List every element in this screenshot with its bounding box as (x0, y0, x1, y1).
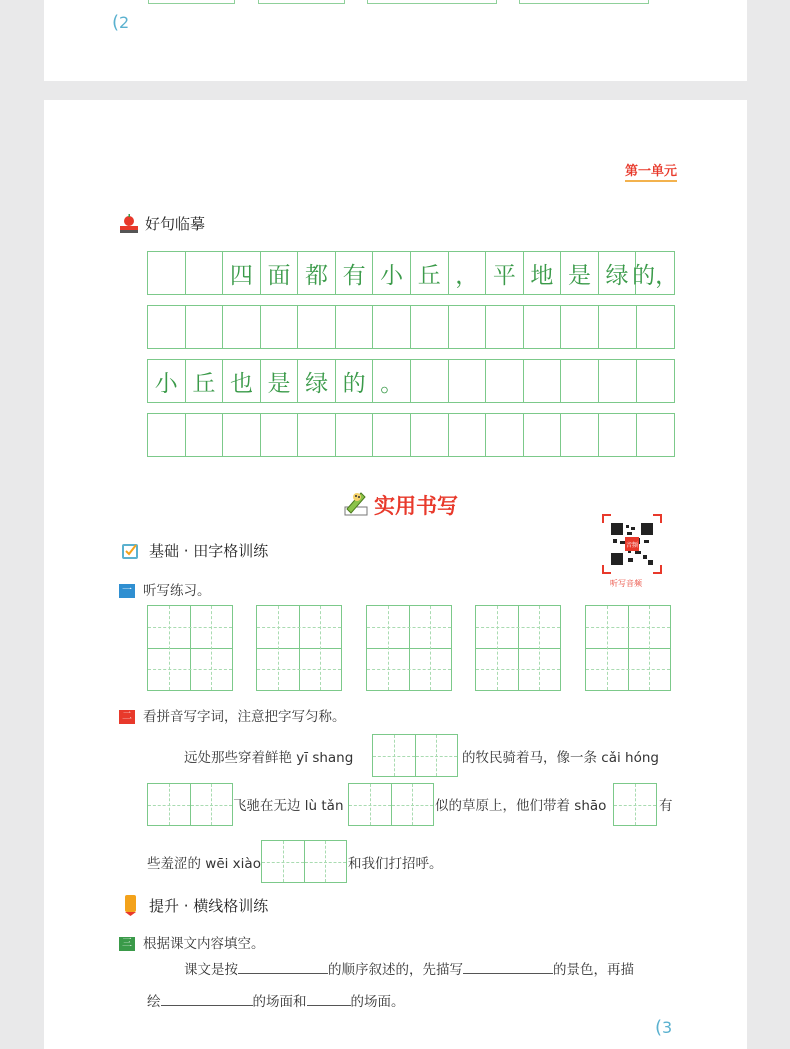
blank-line[interactable] (238, 959, 328, 974)
fill-line-2: 绘 的场面和 的场面。 (147, 990, 405, 1010)
pinyin-text: 和我们打招呼。 (348, 856, 443, 872)
grid-cell[interactable] (411, 414, 449, 456)
grid-cell[interactable]: 的 (336, 360, 374, 402)
previous-page (44, 0, 747, 81)
grid-cell[interactable]: 也 (223, 360, 261, 402)
grid-cell[interactable] (637, 414, 675, 456)
question-text: 根据课文内容填空。 (143, 936, 265, 952)
grid-cell[interactable] (561, 360, 599, 402)
pinyin-text: 似的草原上，他们带着 shāo (435, 798, 607, 814)
good-sentence-heading (119, 212, 205, 234)
grid-cell[interactable]: 都 (298, 252, 336, 294)
tianzige-box (367, 0, 497, 4)
answer-grid[interactable] (372, 734, 458, 777)
question-2 (119, 705, 346, 725)
blank-line[interactable] (307, 991, 351, 1006)
tianzige-box[interactable] (475, 605, 561, 691)
advanced-heading (119, 893, 268, 917)
pinyin-text: 远处那些穿着鲜艳 yī shang (184, 750, 354, 766)
grid-cell[interactable] (336, 414, 374, 456)
tianzige-box[interactable] (366, 605, 452, 691)
pinyin-text: 的牧民骑着马，像一条 cǎi hóng (462, 750, 659, 766)
grid-cell[interactable] (524, 306, 562, 348)
grid-cell[interactable] (186, 414, 224, 456)
grid-cell[interactable]: ， (449, 252, 487, 294)
pinyin-text: 飞驰在无边 lù tǎn (233, 798, 344, 814)
grid-cell[interactable] (486, 414, 524, 456)
grid-cell[interactable] (449, 414, 487, 456)
basic-title: 基础 · 田字格训练 (149, 542, 269, 560)
sentence-row (147, 305, 675, 349)
pencil-icon (119, 893, 141, 917)
grid-cell[interactable]: 地 (524, 252, 562, 294)
grid-cell[interactable] (336, 306, 374, 348)
answer-grid[interactable] (348, 783, 434, 826)
question-number: 二 (119, 710, 135, 724)
question-number: 三 (119, 937, 135, 951)
grid-cell[interactable] (524, 360, 562, 402)
unit-tag: 第一单元 (625, 160, 677, 182)
grid-cell[interactable] (373, 414, 411, 456)
grid-cell[interactable]: 。 (373, 360, 411, 402)
workbook-page (44, 100, 747, 1049)
tianzige-box[interactable] (256, 605, 342, 691)
answer-grid[interactable] (613, 783, 657, 826)
qr-caption: 听写音频 (610, 579, 642, 588)
grid-cell[interactable] (599, 306, 637, 348)
grid-cell[interactable]: 小 (373, 252, 411, 294)
grid-cell[interactable] (411, 360, 449, 402)
qr-code[interactable] (601, 513, 663, 588)
grid-cell[interactable] (298, 306, 336, 348)
blank-line[interactable] (463, 959, 553, 974)
grid-cell[interactable]: 四 (223, 252, 261, 294)
grid-cell[interactable] (599, 414, 637, 456)
question-text: 看拼音写字词，注意把字写匀称。 (143, 709, 346, 725)
grid-cell[interactable] (411, 306, 449, 348)
grid-cell[interactable] (186, 252, 224, 294)
practical-writing-title: 实用书写 (374, 494, 458, 518)
tianzige-box[interactable] (147, 605, 233, 691)
question-number: 一 (119, 584, 135, 598)
grid-cell[interactable] (637, 360, 675, 402)
grid-cell[interactable]: 绿 (599, 252, 637, 294)
grid-cell[interactable] (148, 306, 186, 348)
sentence-row (147, 413, 675, 457)
grid-cell[interactable] (148, 252, 186, 294)
pencil-mascot-icon (339, 487, 371, 523)
grid-cell[interactable] (223, 414, 261, 456)
answer-grid[interactable] (261, 840, 347, 883)
grid-cell[interactable] (524, 414, 562, 456)
question-3 (119, 932, 265, 952)
grid-cell[interactable]: 绿 (298, 360, 336, 402)
grid-cell[interactable] (261, 306, 299, 348)
question-1 (119, 579, 211, 599)
fill-line-1: 课文是按 的顺序叙述的，先描写 的景色，再描 (184, 958, 634, 978)
pinyin-text: 有 (659, 798, 673, 814)
blank-line[interactable] (161, 991, 253, 1006)
checklist-icon (119, 541, 143, 561)
pinyin-text: 些羞涩的 wēi xiào (147, 856, 261, 872)
grid-cell[interactable]: 有 (336, 252, 374, 294)
answer-grid[interactable] (147, 783, 233, 826)
grid-cell[interactable]: 的， (632, 262, 679, 289)
qr-badge: 音频 (626, 542, 639, 549)
advanced-title: 提升 · 横线格训练 (149, 896, 269, 915)
tianzige-box (148, 0, 235, 4)
grid-cell[interactable] (561, 414, 599, 456)
grid-cell[interactable] (561, 306, 599, 348)
grid-cell[interactable] (148, 414, 186, 456)
grid-cell[interactable] (599, 360, 637, 402)
grid-cell[interactable]: 丘 (411, 252, 449, 294)
grid-cell[interactable]: 是 (261, 360, 299, 402)
grid-cell[interactable] (298, 414, 336, 456)
good-sentence-title: 好句临摹 (145, 214, 206, 233)
grid-cell[interactable] (486, 360, 524, 402)
page-number: (3 (655, 1017, 673, 1038)
question-text: 听写练习。 (143, 583, 211, 599)
grid-cell[interactable]: 面 (261, 252, 299, 294)
grid-cell[interactable] (261, 414, 299, 456)
grid-cell[interactable] (223, 306, 261, 348)
grid-cell[interactable] (373, 306, 411, 348)
grid-cell[interactable]: 是 (561, 252, 599, 294)
grid-cell[interactable] (449, 360, 487, 402)
grid-cell[interactable]: 小 (148, 360, 186, 402)
basic-heading (119, 540, 268, 561)
grid-cell[interactable] (637, 306, 675, 348)
apple-books-icon (119, 212, 139, 234)
grid-cell[interactable] (486, 306, 524, 348)
grid-cell[interactable] (186, 306, 224, 348)
page-number: (2 (112, 12, 130, 33)
tianzige-box[interactable] (585, 605, 671, 691)
sentence-row (147, 251, 679, 295)
tianzige-box (258, 0, 345, 4)
grid-cell[interactable]: 平 (486, 252, 524, 294)
grid-cell[interactable] (449, 306, 487, 348)
tianzige-box (519, 0, 649, 4)
sentence-row (147, 359, 675, 403)
grid-cell[interactable]: 丘 (186, 360, 224, 402)
